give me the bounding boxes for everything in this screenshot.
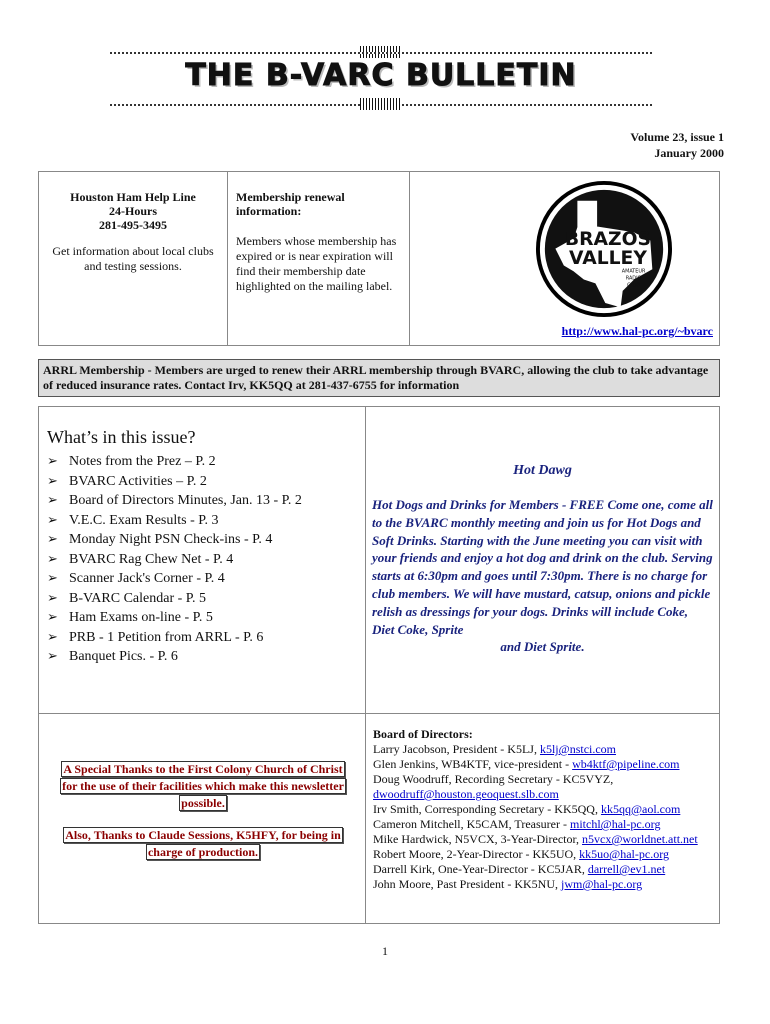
member-info: Glen Jenkins, WB4KTF, vice-president - [373, 757, 573, 771]
toc-item [47, 589, 302, 609]
member-email-link[interactable]: wb4ktf@pipeline.com [572, 757, 680, 771]
arrow-bullet-icon: ➢ [47, 590, 58, 606]
toc-item [47, 647, 302, 667]
helpline-header [39, 190, 227, 232]
hot-dawg-text-end: and Diet Sprite. [500, 639, 585, 655]
member-info: John Moore, Past President - KK5NU, [373, 877, 561, 891]
arrow-bullet-icon: ➢ [47, 571, 58, 586]
info-table [38, 171, 720, 346]
toc-list [47, 452, 302, 667]
toc-item-label: Ham Exams on-line - P. 5 [69, 610, 213, 625]
board-member [373, 772, 713, 802]
arrow-bullet-icon: ➢ [47, 532, 58, 547]
logo-text-valley: VALLEY [568, 247, 647, 269]
member-info: Cameron Mitchell, K5CAM, Treasurer - [373, 817, 570, 831]
helpline-cell [39, 172, 228, 345]
toc-item [47, 511, 302, 531]
board-member [373, 877, 713, 892]
member-info: Darrell Kirk, One-Year-Director - KC5JAR, [373, 862, 588, 876]
toc-item-label: PRB - 1 Petition from ARRL - P. 6 [69, 629, 264, 645]
masthead [110, 46, 652, 110]
arrow-bullet-icon: ➢ [47, 649, 58, 664]
board-member [373, 847, 713, 862]
member-email-link[interactable]: kk5uo@hal-pc.org [579, 847, 669, 861]
masthead-ornament [360, 98, 400, 110]
toc-item-label: V.E.C. Exam Results - P. 3 [69, 512, 219, 528]
toc-item-label: Board of Directors Minutes, Jan. 13 - P. 2 [69, 493, 302, 508]
member-info: Larry Jacobson, President - K5LJ, [373, 742, 540, 756]
member-info: Robert Moore, 2-Year-Director - KK5UO, [373, 847, 580, 861]
logo-cell [410, 172, 719, 345]
church-thanks-note [55, 761, 351, 812]
board-member [373, 802, 713, 817]
logo-text-brazos: BRAZOS [564, 229, 652, 251]
church-thanks-text: A Special Thanks to the First Colony Church of Christ for the use of their facilities which make this newsletter possible. [62, 762, 344, 810]
board-member [373, 742, 713, 757]
board-member [373, 817, 713, 832]
board-title: Board of Directors: [373, 727, 473, 741]
toc-item-label: BVARC Rag Chew Net - P. 4 [69, 551, 234, 567]
member-email-link[interactable]: k5lj@nstci.com [539, 742, 617, 756]
brazos-valley-club-logo [535, 180, 673, 318]
production-thanks-text: Also, Thanks to Claude Sessions, K5HFY, for being in charge of production. [65, 828, 341, 859]
logo-text-radio: RADIO [625, 275, 642, 282]
member-email-link[interactable]: n5vcx@worldnet.att.net [582, 832, 698, 846]
toc-heading: What’s in this issue? [47, 427, 196, 447]
toc-item-label: Banquet Pics. - P. 6 [69, 649, 178, 664]
member-email-link[interactable]: mitchl@hal-pc.org [569, 817, 661, 831]
toc-item-label: Notes from the Prez – P. 2 [69, 454, 216, 469]
toc-item [47, 452, 302, 472]
member-info: Doug Woodruff, Recording Secretary - KC5VYZ, [373, 772, 614, 786]
production-thanks-note [55, 827, 351, 861]
board-member [373, 862, 713, 877]
volume-issue: Volume 23, issue 1 [630, 130, 724, 144]
toc-item [47, 491, 302, 511]
board-member [373, 757, 713, 772]
helpline-title: Houston Ham Help Line [70, 190, 196, 204]
toc-item [47, 550, 302, 570]
toc-item [47, 608, 302, 628]
board-of-directors [373, 727, 713, 892]
newsletter-title: THE B-VARC BULLETIN [185, 58, 577, 93]
member-email-link[interactable]: jwm@hal-pc.org [561, 877, 643, 891]
toc-item [47, 530, 302, 550]
issue-grid [38, 406, 720, 924]
hot-dawg-title: Hot Dawg [513, 463, 572, 478]
arrow-bullet-icon: ➢ [47, 629, 58, 645]
arrow-bullet-icon: ➢ [47, 551, 58, 567]
arrow-bullet-icon: ➢ [47, 610, 58, 625]
toc-item-label: BVARC Activities – P. 2 [69, 473, 207, 489]
toc-item-label: Scanner Jack's Corner - P. 4 [69, 571, 225, 586]
issue-info [630, 129, 724, 161]
member-info: Irv Smith, Corresponding Secretary - KK5QQ, [373, 802, 601, 816]
helpline-phone: 281-495-3495 [99, 218, 167, 232]
logo-text-amateur: AMATEUR [621, 268, 646, 275]
member-email-link[interactable]: kk5qq@aol.com [600, 802, 681, 816]
hot-dawg-article [366, 407, 719, 713]
helpline-description: Get information about local clubs and testing sessions. [52, 244, 214, 273]
issue-date: January 2000 [654, 146, 724, 160]
board-member [373, 832, 713, 847]
page-number: 1 [382, 944, 388, 958]
membership-title: Membership renewal information: [236, 190, 345, 218]
hot-dawg-text: Hot Dogs and Drinks for Members - FREE Come one, come all to the BVARC monthly meeting and join us for Hot Dogs and Soft Drinks. Starting with the June meeting you can visit with your friends and enjoy a hot dog and drink on the club. Serving starts at 6:30pm and goes until 7:30pm. There is no charge for club members. We will have mustard, catsup, onions and pickle relish as dressings for your dogs. Drinks will include Coke, Diet Coke, Sprite [372, 497, 713, 637]
member-email-link[interactable]: darrell@ev1.net [587, 862, 666, 876]
arrow-bullet-icon: ➢ [47, 454, 58, 469]
logo-text-club: CLUB [627, 282, 641, 289]
member-email-link[interactable]: dwoodruff@houston.geoquest.slb.com [373, 787, 559, 801]
club-website-link[interactable]: http://www.hal-pc.org/~bvarc [561, 324, 713, 338]
arrow-bullet-icon: ➢ [47, 493, 58, 508]
toc-item [47, 628, 302, 648]
member-info: Mike Hardwick, N5VCX, 3-Year-Director, [373, 832, 583, 846]
grid-divider-horizontal [39, 713, 719, 714]
arrow-bullet-icon: ➢ [47, 512, 58, 528]
arrl-membership-notice: ARRL Membership - Members are urged to renew their ARRL membership through BVARC, allowing the club to take advantage of reduced insurance rates. Contact Irv, KK5QQ at 281-437-6755 for information [38, 359, 720, 397]
membership-cell [228, 172, 410, 345]
membership-text: Members whose membership has expired or is near expiration will find their membership date highlighted on the mailing label. [236, 234, 397, 293]
helpline-hours: 24-Hours [109, 204, 157, 218]
masthead-rule [110, 52, 652, 54]
toc-item-label: B-VARC Calendar - P. 5 [69, 590, 207, 606]
hot-dawg-body [372, 496, 713, 656]
arrow-bullet-icon: ➢ [47, 473, 58, 489]
toc-item [47, 472, 302, 492]
toc-item-label: Monday Night PSN Check-ins - P. 4 [69, 532, 273, 547]
toc-item [47, 569, 302, 589]
